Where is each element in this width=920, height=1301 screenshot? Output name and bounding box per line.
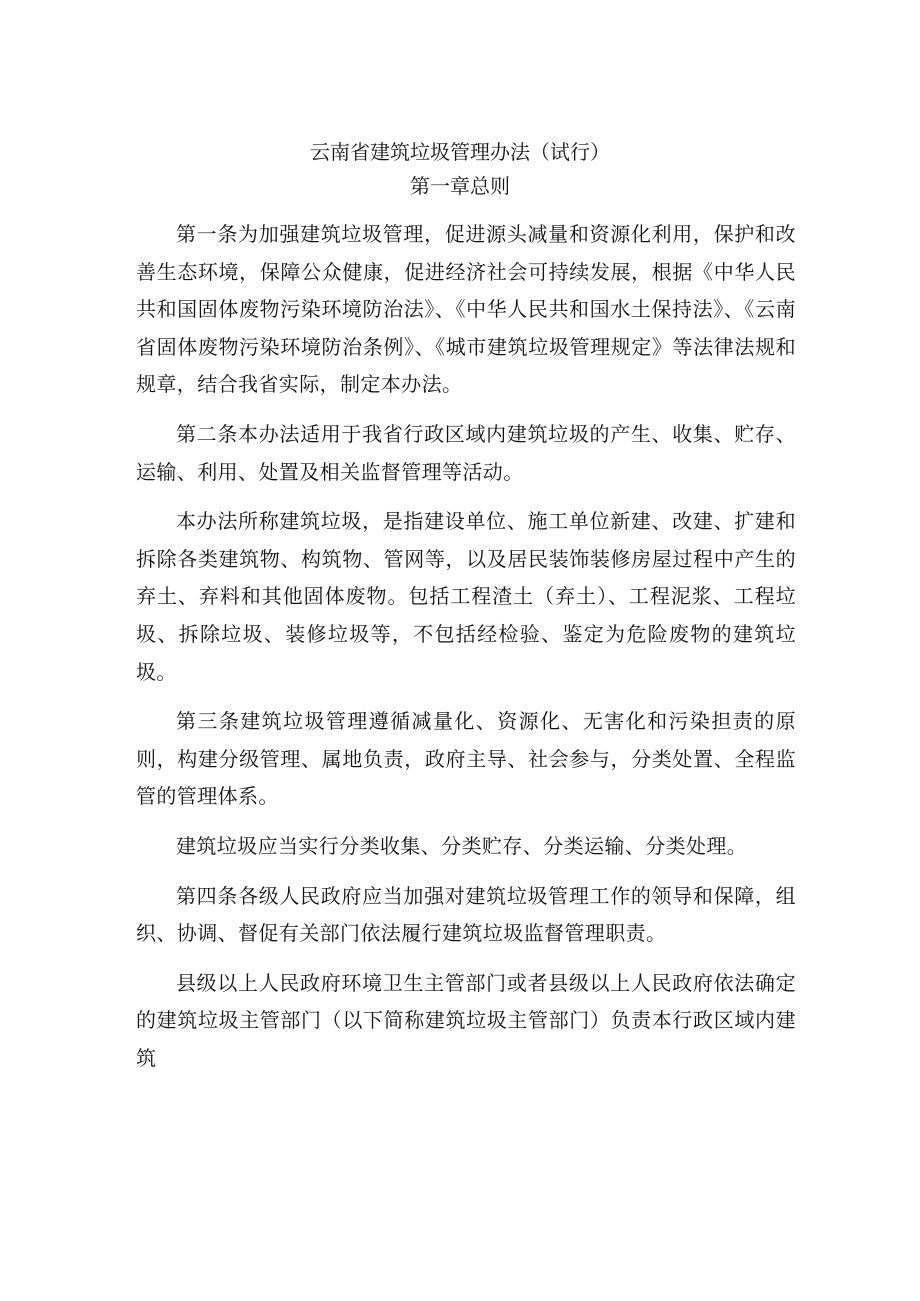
paragraph-article-4: 第四条各级人民政府应当加强对建筑垃圾管理工作的领导和保障，组织、协调、督促有关部门依法履行建筑垃圾监督管理职责。 — [136, 883, 796, 946]
paragraph-classification: 建筑垃圾应当实行分类收集、分类贮存、分类运输、分类处理。 — [176, 833, 748, 858]
document-body — [136, 216, 796, 1089]
paragraph-article-3: 第三条建筑垃圾管理遵循减量化、资源化、无害化和污染担责的原则，构建分级管理、属地负责，政府主导、社会参与，分类处置、全程监管的管理体系。 — [136, 709, 796, 809]
paragraph-definition: 本办法所称建筑垃圾，是指建设单位、施工单位新建、改建、扩建和拆除各类建筑物、构筑物、管网等，以及居民装饰装修房屋过程中产生的弃土、弃料和其他固体废物。包括工程渣土（弃土）、工程泥浆、工程垃圾、拆除垃圾、装修垃圾等，不包括经检验、鉴定为危险废物的建筑垃圾。 — [136, 509, 796, 684]
paragraph-article-1: 第一条为加强建筑垃圾管理，促进源头减量和资源化利用，保护和改善生态环境，保障公众健康，促进经济社会可持续发展，根据《中华人民共和国固体废物污染环境防治法》、《中华人民共和国水土保持法》、《云南省固体废物污染环境防治条例》、《城市建筑垃圾管理规定》等法律法规和规章，结合我省实际，制定本办法。 — [136, 222, 796, 397]
paragraph-article-2: 第二条本办法适用于我省行政区域内建筑垃圾的产生、收集、贮存、运输、利用、处置及相关监督管理等活动。 — [136, 421, 796, 484]
document-title: 云南省建筑垃圾管理办法（试行） — [310, 140, 610, 164]
chapter-heading: 第一章总则 — [410, 174, 510, 198]
paragraph-authority: 县级以上人民政府环境卫生主管部门或者县级以上人民政府依法确定的建筑垃圾主管部门（以下简称建筑垃圾主管部门）负责本行政区域内建筑 — [136, 970, 796, 1070]
